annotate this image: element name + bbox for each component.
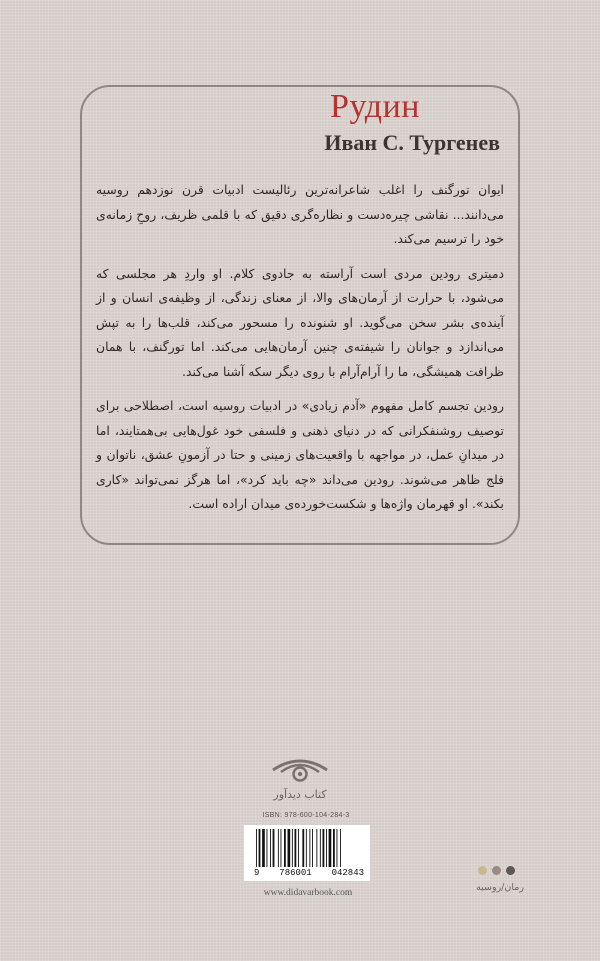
category-dot — [492, 866, 501, 875]
category-dots — [478, 866, 515, 875]
category-dot — [478, 866, 487, 875]
category-dot — [506, 866, 515, 875]
barcode-bars — [254, 829, 364, 867]
publisher-name: کتاب دیدآور — [273, 788, 327, 801]
blurb-paragraph: رودین تجسم کامل مفهوم «آدم زیادی» در ادبیات روسیه است، اصطلاحی برای توصیف روشنفکرانی که در دنیای ذهنی و فلسفی خود غول‌هایی بی‌همتایند، اما در میدانِ عمل، در مواجهه با واقعیت‌های زمینی و حتا در آزمونِ عشق، ناتوان و فلج ظاهر می‌شوند. رودین می‌داند «چه باید کرد»، اما هرگز نمی‌تواند «کاری بکند». او قهرمان واژه‌ها و شکست‌خورده‌ی میدان اراده است. — [96, 398, 504, 511]
blurb-paragraph: دمیتری رودین مردی است آراسته به جادوی کلام. او واردِ هر مجلسی که می‌شود، با حرارت از آرمان‌های والا، از معنای زندگی، از وظیفه‌ی انسان و از آینده‌ی بشر سخن می‌گوید. او شنونده را مسحور می‌کند، قلب‌ها را به تپش می‌اندازد و جوانان را شیفته‌ی چنین آرمان‌هایی می‌کند. اما تورگنف، با همان ظرافت همیشگی، ما را آرام‌آرام با روی دیگر سکه آشنا می‌کند. — [96, 265, 504, 379]
barcode-digits-prefix: 9 — [254, 868, 260, 878]
genre-label: رمان/روسیه — [476, 882, 524, 893]
barcode-digits-right: 042843 — [331, 868, 364, 878]
eye-icon — [269, 750, 331, 786]
publisher-website: www.didavarbook.com — [263, 888, 353, 898]
publisher-logo — [262, 750, 338, 801]
isbn-text: ISBN: 978-600-104-284-3 — [262, 812, 350, 819]
blurb-paragraph: ایوان تورگنف را اغلب شاعرانه‌ترین رئالیست ادبیات قرن نوزدهم روسیه می‌دانند... نقاشی چیره‌دست و نظاره‌گری دقیق که با قلمی ظریف، روحِ زمانه‌ی خود را ترسیم می‌کند. — [96, 182, 504, 246]
book-title: Рудин — [330, 88, 420, 125]
book-author: Иван С. Тургенев — [324, 130, 500, 155]
barcode-digits-left: 786001 — [279, 868, 312, 878]
barcode — [244, 825, 370, 881]
blurb — [96, 178, 504, 527]
